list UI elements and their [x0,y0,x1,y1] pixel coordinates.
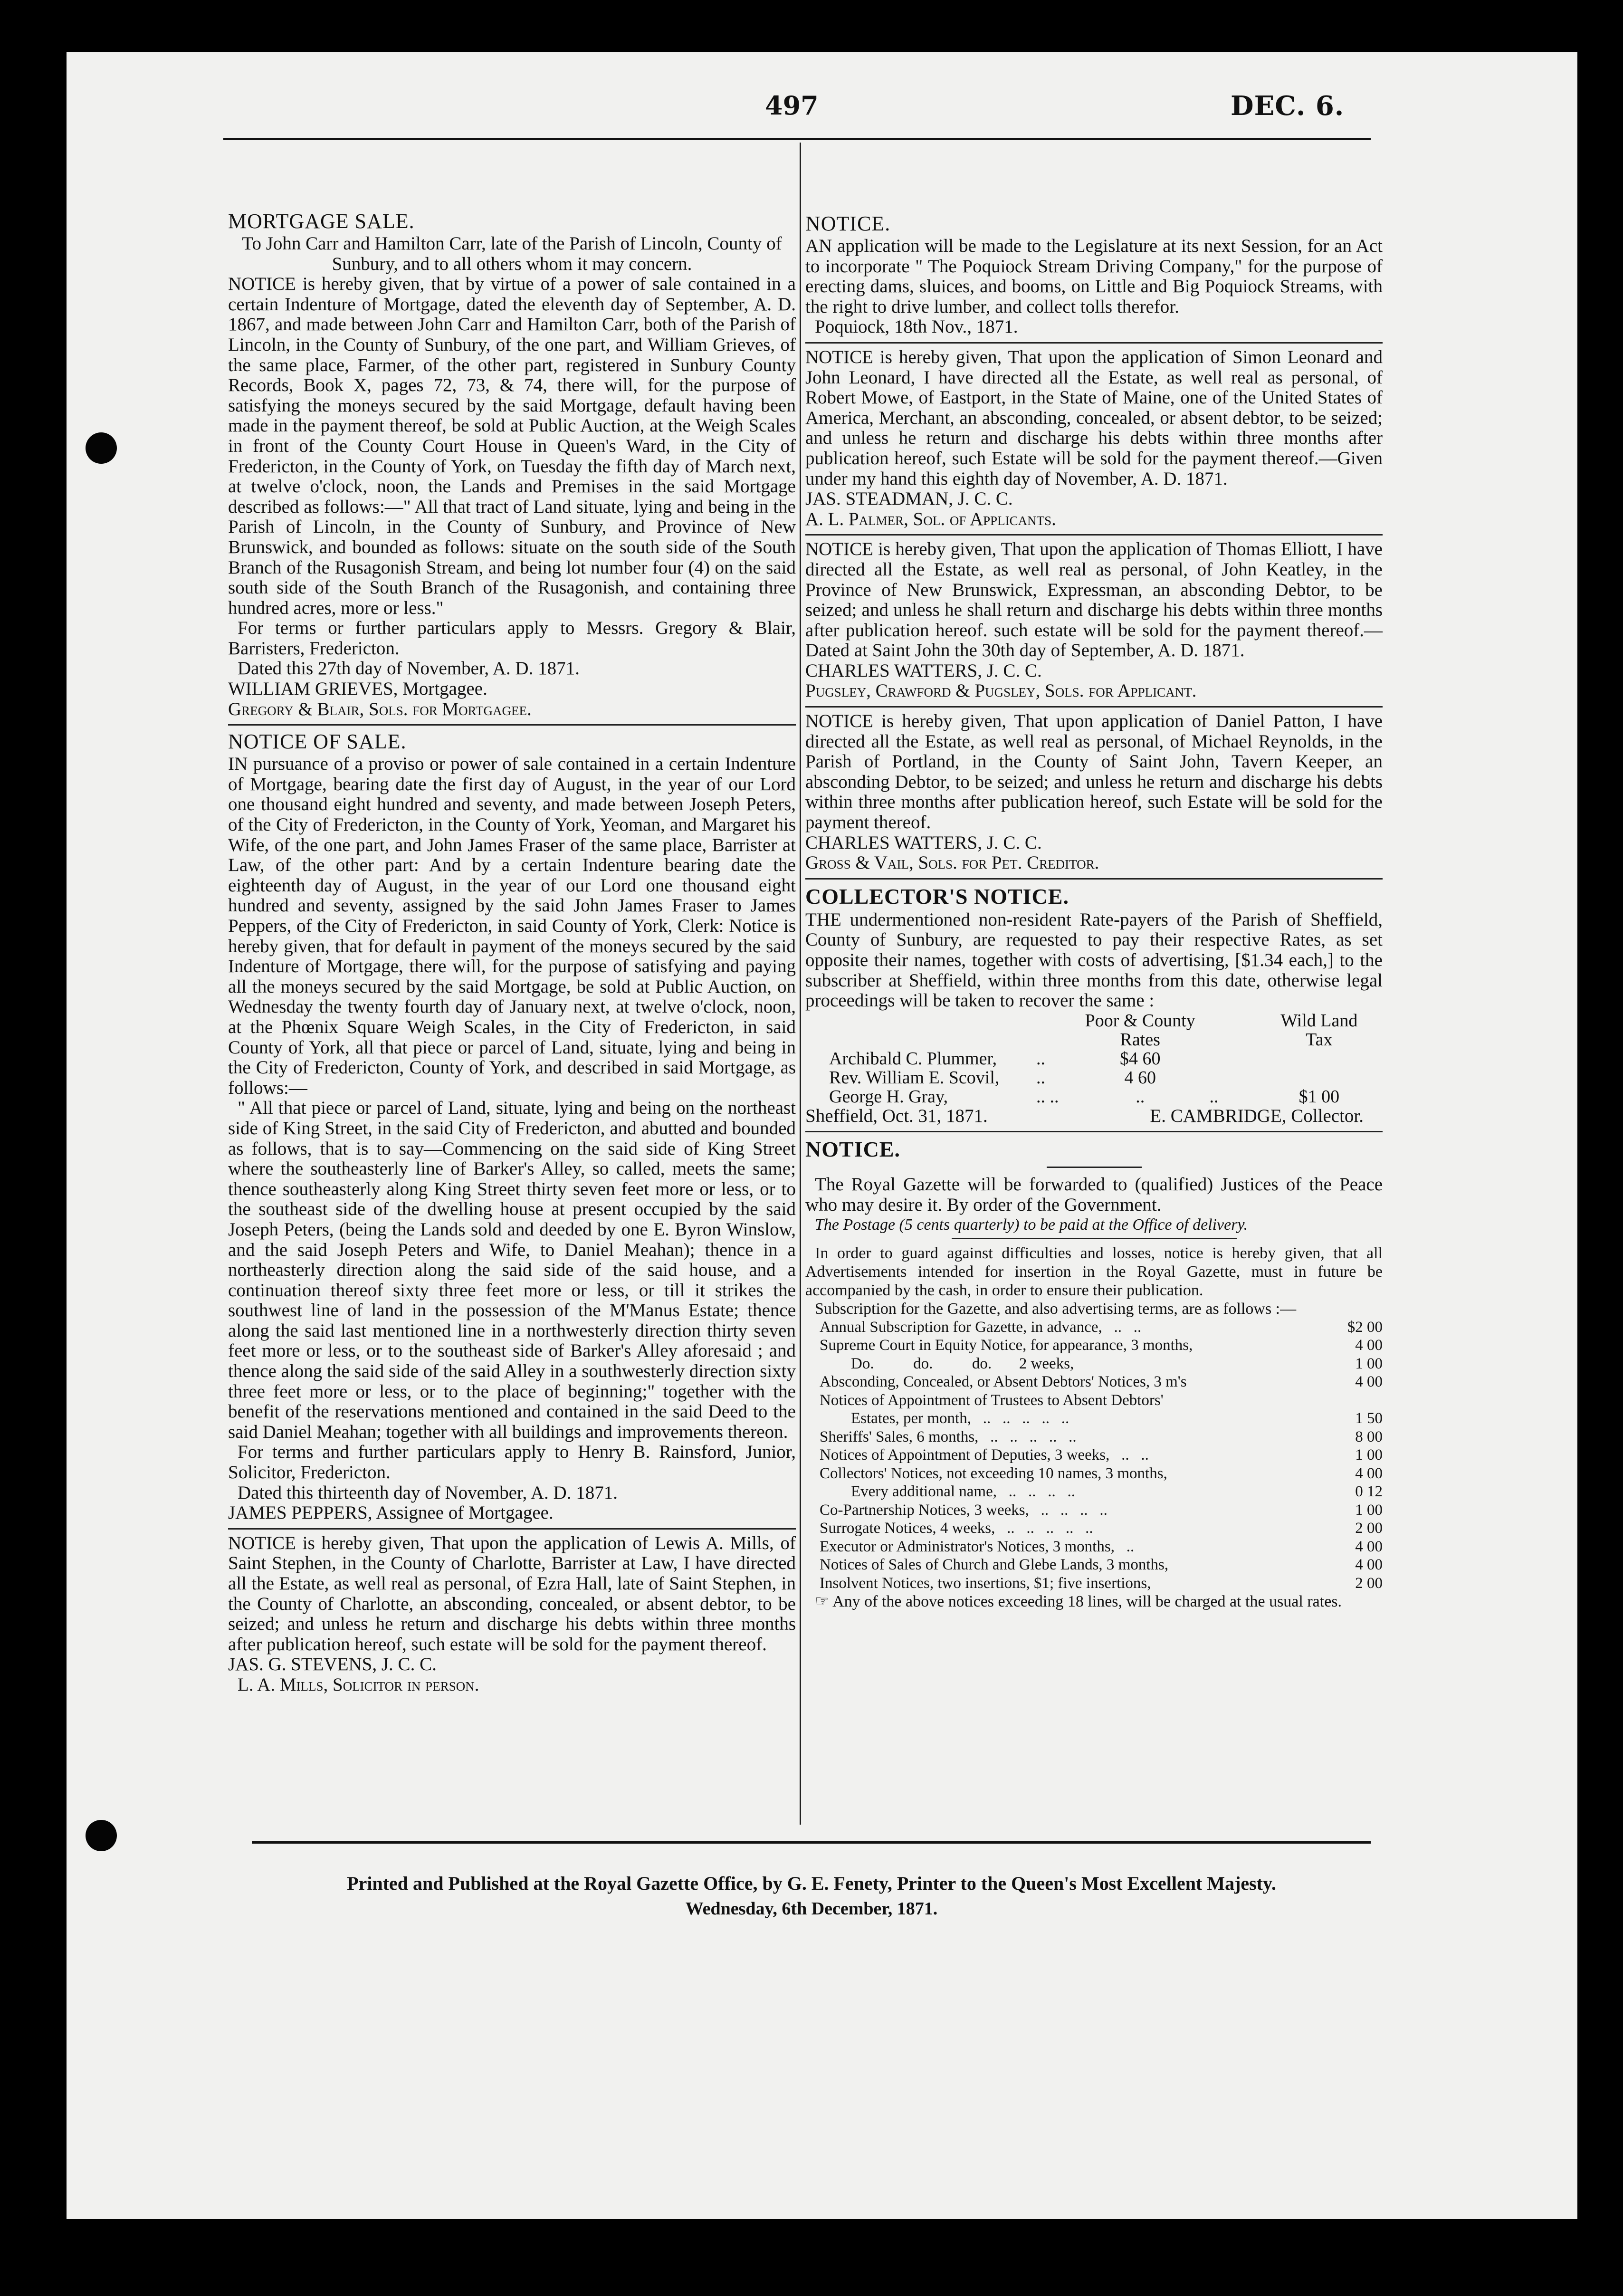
fee-amount: 1 50 [1355,1410,1383,1427]
fee-row [805,1391,1383,1410]
fee-amount: 4 00 [1355,1556,1383,1574]
mortgage-sale-notice [228,209,796,719]
fee-amount: 1 00 [1355,1501,1383,1519]
notice-body: NOTICE is hereby given, That upon the application of Lewis A. Mills, of Saint Stephen, in the County of Charlotte, Barrister at Law, I have directed all the Estate, as well real as personal, of Ezra Hall, late of Saint Stephen, in the County of Charlotte, an absconding, concealed, or absent debtor, to be seized; and unless he return and discharge his debts within three months after publication hereof, such estate will be sold for the payment thereof. [228,1532,796,1655]
fee-row [805,1373,1383,1391]
ratepayer-name: George H. Gray, [829,1086,948,1107]
fee-label: Annual Subscription for Gazette, in advance, .. .. [820,1318,1142,1336]
fee-row [805,1318,1383,1337]
fee-label: Every additional name, .. .. .. .. [820,1483,1075,1501]
fee-row [805,1409,1383,1428]
fee-row [805,1538,1383,1556]
notice-solicitor: Pugsley, Crawford & Pugsley, Sols. for Applicant. [805,680,1197,701]
fee-label: Supreme Court in Equity Notice, for appearance, 3 months, [820,1337,1193,1354]
notice-body: THE undermentioned non-resident Rate-payers of the Parish of Sheffield, County of Sunbury, are requested to pay their respective Rates, as set opposite their names, together with costs of advertising, [$1.34 each,] to the subscriber at Sheffield, within three months from this date, otherwise legal proceedings will be taken to recover the same : [805,909,1383,1011]
divider [805,534,1383,536]
poor-rate: $4 60 [1119,1048,1161,1069]
fee-amount: $2 00 [1347,1318,1383,1336]
short-rule [952,1238,1237,1239]
ratepayer-name: Archibald C. Plummer, [829,1048,997,1069]
poquiock-notice [805,211,1383,337]
fee-amount: 4 00 [1355,1464,1383,1482]
top-rule [223,138,1371,140]
divider [805,342,1383,344]
fee-label: Insolvent Notices, two insertions, $1; five insertions, [820,1574,1151,1592]
fee-amount: 4 00 [1355,1373,1383,1391]
fee-amount: 1 00 [1355,1446,1383,1464]
wild-land-tax [1256,1049,1383,1068]
absconding-debtor-notice-keatley [805,539,1383,701]
column-rule [800,143,801,1825]
advertising-cash-notice: In order to guard against difficulties and losses, notice is hereby given, that all Advertisements intended for insertion in the Royal Gazette, must in future be accompanied by the cash, in order to ensure their publication. [805,1244,1383,1299]
left-column [228,209,796,1695]
absconding-debtor-notice-hall [228,1533,796,1695]
notice-dated: Dated this 27th day of November, A. D. 1871. [238,658,580,679]
punch-hole-top [86,432,117,464]
bottom-rule [252,1841,1371,1844]
column-header-poor-county: Poor & County [1085,1010,1195,1031]
wild-land-tax [1256,1068,1383,1087]
notice-title: NOTICE. [805,1137,900,1162]
notice-signature: WILLIAM GRIEVES, Mortgagee. [228,679,487,699]
gazette-notice [805,1136,1383,1611]
notice-solicitor: A. L. Palmer, Sol. of Applicants. [805,508,1056,529]
notice-solicitor: L. A. Mills, Solicitor in person. [238,1674,479,1695]
notice-signature: JAS. G. STEVENS, J. C. C. [228,1654,437,1675]
fee-row [805,1556,1383,1574]
notice-solicitors: Gregory & Blair, Sols. for Mortgagee. [228,698,532,719]
fee-amount: 8 00 [1355,1428,1383,1445]
notice-address: To John Carr and Hamilton Carr, late of the Parish of Lincoln, County of Sunbury, and to all others whom it may concern. [242,233,782,274]
notice-title: NOTICE. [805,212,891,235]
divider [228,1528,796,1530]
notice-dated: Poquiock, 18th Nov., 1871. [815,316,1018,337]
collector-signoff [805,1106,1383,1127]
land-description: " All that piece or parcel of Land, situate, lying and being on the northeast side of King Street, in the said City of Fredericton, and abutted and bounded as follows, that is to say—Commencing on the said side of King Street where the southeasterly line of Barker's Alley, so called, meets the same; thence southeasterly along King Street thirty seven feet more or less, or to the southeast side of the dwelling house at present occupied by the said Joseph Peters, (being the Lands sold and deeded by one E. Byron Winslow, and the said Joseph Peters and Wife, to Daniel Meahan); thence in a northeasterly direction along the said side of the said house, and a continuation thereof sixty three feet more or less, or till it strikes the southwest line of land in the possession of the M'Manus Estate; thence along the said last mentioned line in a northwesterly direction thirty seven feet more or less, or to the southeast side of Barker's Alley aforesaid ; and thence along the said side of the said Alley in a southwesterly direction sixty three feet more or less, or to the place of beginning;" together with the benefit of the reservations mentioned and contained in the said Deed to the said Daniel Meahan; together with all buildings and improvements thereon. [228,1098,796,1442]
notice-of-sale [228,729,796,1523]
notice-signature: CHARLES WATTERS, J. C. C. [805,660,1042,681]
column-header-rates: Rates [1120,1029,1160,1050]
divider [805,1131,1383,1132]
fee-amount: 1 00 [1355,1355,1383,1372]
short-rule [1047,1167,1142,1168]
punch-hole-bottom [86,1820,117,1851]
leader-dots: .. [1209,1086,1219,1107]
imprint-line: Printed and Published at the Royal Gazette Office, by G. E. Fenety, Printer to the Queen's Most Excellent Majesty. [347,1873,1276,1894]
fee-amount: 4 00 [1355,1337,1383,1354]
table-row [805,1049,1383,1068]
leader-dots [1209,1049,1255,1068]
fee-amount: 4 00 [1355,1538,1383,1555]
column-header-wild-land: Wild Land [1280,1010,1358,1031]
right-column [805,211,1383,1611]
fee-amount: 2 00 [1355,1520,1383,1537]
fee-label: Collectors' Notices, not exceeding 10 names, 3 months, [820,1464,1167,1482]
notice-signature: JAS. STEADMAN, J. C. C. [805,488,1013,509]
notice-title: COLLECTOR'S NOTICE. [805,884,1069,909]
poor-rate: 4 60 [1124,1067,1156,1088]
fee-label: Executor or Administrator's Notices, 3 months, .. [820,1538,1135,1555]
notice-signature: CHARLES WATTERS, J. C. C. [805,832,1042,853]
fee-label: Do. do. do. 2 weeks, [820,1355,1074,1372]
fee-label: Co-Partnership Notices, 3 weeks, .. .. .. .. [820,1501,1107,1519]
notice-body: AN application will be made to the Legislature at its next Session, for an Act to incorporate " The Poquiock Stream Driving Company," for the purpose of erecting dams, sluices, and booms, on Little and Big Poquiock Streams, with the right to drive lumber, and collect tolls therefor. [805,236,1383,317]
closing-note [805,1592,1383,1611]
leader-dots: .. [1036,1048,1045,1069]
notice-body: NOTICE is hereby given, That upon the application of Simon Leonard and John Leonard, I have directed all the Estate, as well real as personal, of Robert Mowe, of Eastport, in the State of Maine, one of the United States of America, Merchant, an absconding, concealed, or absent debtor, to be seized; and unless he return and discharge his debts within three months after publication hereof, such Estate will be sold for the payment thereof.—Given under my hand this eighth day of November, A. D. 1871. [805,346,1383,489]
fee-row [805,1355,1383,1373]
notice-body: NOTICE is hereby given, that by virtue of a power of sale contained in a certain Indenture of Mortgage, dated the eleventh day of September, A. D. 1867, and made between John Carr and Hamilton Carr, both of the Parish of Lincoln, in the County of Sunbury, of the one part, and William Grieves, of the same place, Farmer, of the other part, registered in Sunbury County Records, Book X, pages 72, 73, & 74, there will, for the purpose of satisfying the moneys secured by the said Mortgage, default having been made in the payment thereof, be sold at Public Auction, at the Weigh Scales in front of the County Court House in Queen's Ward, in the City of Fredericton, in the County of York, on Tuesday the fifth day of March next, at twelve o'clock, noon, the Lands and Premises in the said Mortgage described as follows:—" All that tract of Land situate, lying and being in the Parish of Lincoln, in the County of Sunbury, and Province of New Brunswick, and bounded as follows: situate on the south side of the South Branch of the Rusagonish Stream, and being lot number four (4) on the said south side of the South Branch of the Rusagonish, and containing three hundred acres, more or less." [228,274,796,618]
manicule-icon: ☞ [815,1593,830,1611]
gazette-qualified-justices: The Royal Gazette will be forwarded to (qualified) Justices of the Peace who may desire it. By order of the Government. [805,1174,1383,1215]
fee-row [805,1336,1383,1355]
table-row [805,1068,1383,1087]
notice-signature: JAMES PEPPERS, Assignee of Mortgagee. [228,1502,554,1523]
fee-amount: 2 00 [1355,1574,1383,1592]
postage-note: The Postage (5 cents quarterly) to be paid at the Office of delivery. [815,1215,1248,1234]
fee-amount [1335,1391,1383,1410]
closing-text: Any of the above notices exceeding 18 lines, will be charged at the usual rates. [832,1593,1342,1611]
publication-date: Wednesday, 6th December, 1871. [685,1899,938,1919]
notice-solicitor: Gross & Vail, Sols. for Pet. Creditor. [805,852,1099,873]
rates-table [805,1011,1383,1106]
fee-label: Notices of Sales of Church and Glebe Lands, 3 months, [820,1556,1169,1574]
notice-dated: Dated this thirteenth day of November, A. D. 1871. [238,1482,618,1503]
fee-label: Notices of Appointment of Trustees to Absent Debtors' [820,1391,1164,1409]
notice-title: NOTICE OF SALE. [228,730,407,754]
fee-label: Estates, per month, .. .. .. .. .. [820,1410,1069,1427]
notice-terms: For terms and further particulars apply to Henry B. Rainsford, Junior, Solicitor, Fredericton. [228,1442,796,1483]
fee-label: Sheriffs' Sales, 6 months, .. .. .. .. .. [820,1428,1077,1445]
fee-label: Absconding, Concealed, or Absent Debtors' Notices, 3 m's [820,1373,1187,1391]
issue-date: DEC. 6. [1231,90,1345,122]
leader-dots: .. [1036,1067,1045,1088]
page-number: 497 [765,90,819,121]
notice-title: MORTGAGE SALE. [228,210,415,233]
fee-row [805,1574,1383,1593]
fee-label: Notices of Appointment of Deputies, 3 weeks, .. .. [820,1446,1149,1464]
fee-row [805,1501,1383,1520]
fee-row [805,1428,1383,1446]
fee-row [805,1464,1383,1483]
fee-amount: 0 12 [1355,1483,1383,1501]
fee-label: Surrogate Notices, 4 weeks, .. .. .. .. .. [820,1520,1093,1537]
notice-body: NOTICE is hereby given, That upon application of Daniel Patton, I have directed all the Estate, as well real as personal, of Michael Reynolds, in the Parish of Portland, in the County of Saint John, Tavern Keeper, an absconding Debtor, to be seized; and unless he return and discharge his debts within three months after publication hereof, such Estate will be sold for the payment thereof. [805,711,1383,833]
fee-table [805,1318,1383,1593]
divider [228,724,796,726]
absconding-debtor-notice-mowe [805,347,1383,529]
notice-body: NOTICE is hereby given, That upon the application of Thomas Elliott, I have directed all the Estate, as well real as personal, of John Keatley, in the Province of New Brunswick, Expressman, an absconding Debtor, to be seized; and unless he shall return and discharge his debts within three months after publication hereof. such estate will be sold for the payment thereof.—Dated at Saint John the 30th day of September, A. D. 1871. [805,539,1383,661]
ratepayer-name: Rev. William E. Scovil, [829,1067,1000,1088]
leader-dots [1209,1068,1255,1087]
table-row [805,1087,1383,1106]
wild-land-tax: $1 00 [1298,1086,1340,1107]
collectors-notice [805,883,1383,1127]
terms-intro: Subscription for the Gazette, and also advertising terms, are as follows :— [815,1300,1297,1318]
column-header-tax: Tax [1306,1029,1333,1050]
notice-signature: E. CAMBRIDGE, Collector. [1150,1105,1364,1126]
divider [805,706,1383,708]
rates-header [805,1011,1383,1049]
notice-body: IN pursuance of a proviso or power of sale contained in a certain Indenture of Mortgage, bearing date the first day of August, in the year of our Lord one thousand eight hundred and seventy, and made between Joseph Peters, of the City of Fredericton, in the County of York, Yeoman, and Margaret his Wife, of the one part, and John James Fraser of the same place, Barrister at Law, of the other part: And by a certain Indenture bearing date the eighteenth day of August, in the year of our Lord one thousand eight hundred and seventy, assigned by the said John James Fraser to James Peppers, of the City of Fredericton, in said County of York, Clerk: Notice is hereby given, that for default in payment of the moneys secured by the said Indenture of Mortgage, there will, for the purpose of satisfying and paying all the moneys secured by the said Mortgage, be sold at Public Auction, on Wednesday the twenty fourth day of January next, at twelve o'clock, noon, at the Phœnix Square Weigh Scales, in the City of Fredericton, in said County of York, all that piece or parcel of Land, situate, lying and being in the City of Fredericton, County of York, and described in said Mortgage, as follows:— [228,754,796,1098]
notice-terms: For terms or further particulars apply to Messrs. Gregory & Blair, Barristers, Fredericton. [228,618,796,659]
leader-dots: .. .. [1036,1086,1059,1107]
absconding-debtor-notice-reynolds [805,711,1383,873]
fee-row [805,1446,1383,1464]
poor-rate: .. [1136,1086,1145,1107]
notice-dated: Sheffield, Oct. 31, 1871. [805,1105,988,1126]
divider [805,878,1383,880]
fee-row [805,1519,1383,1538]
fee-row [805,1483,1383,1501]
